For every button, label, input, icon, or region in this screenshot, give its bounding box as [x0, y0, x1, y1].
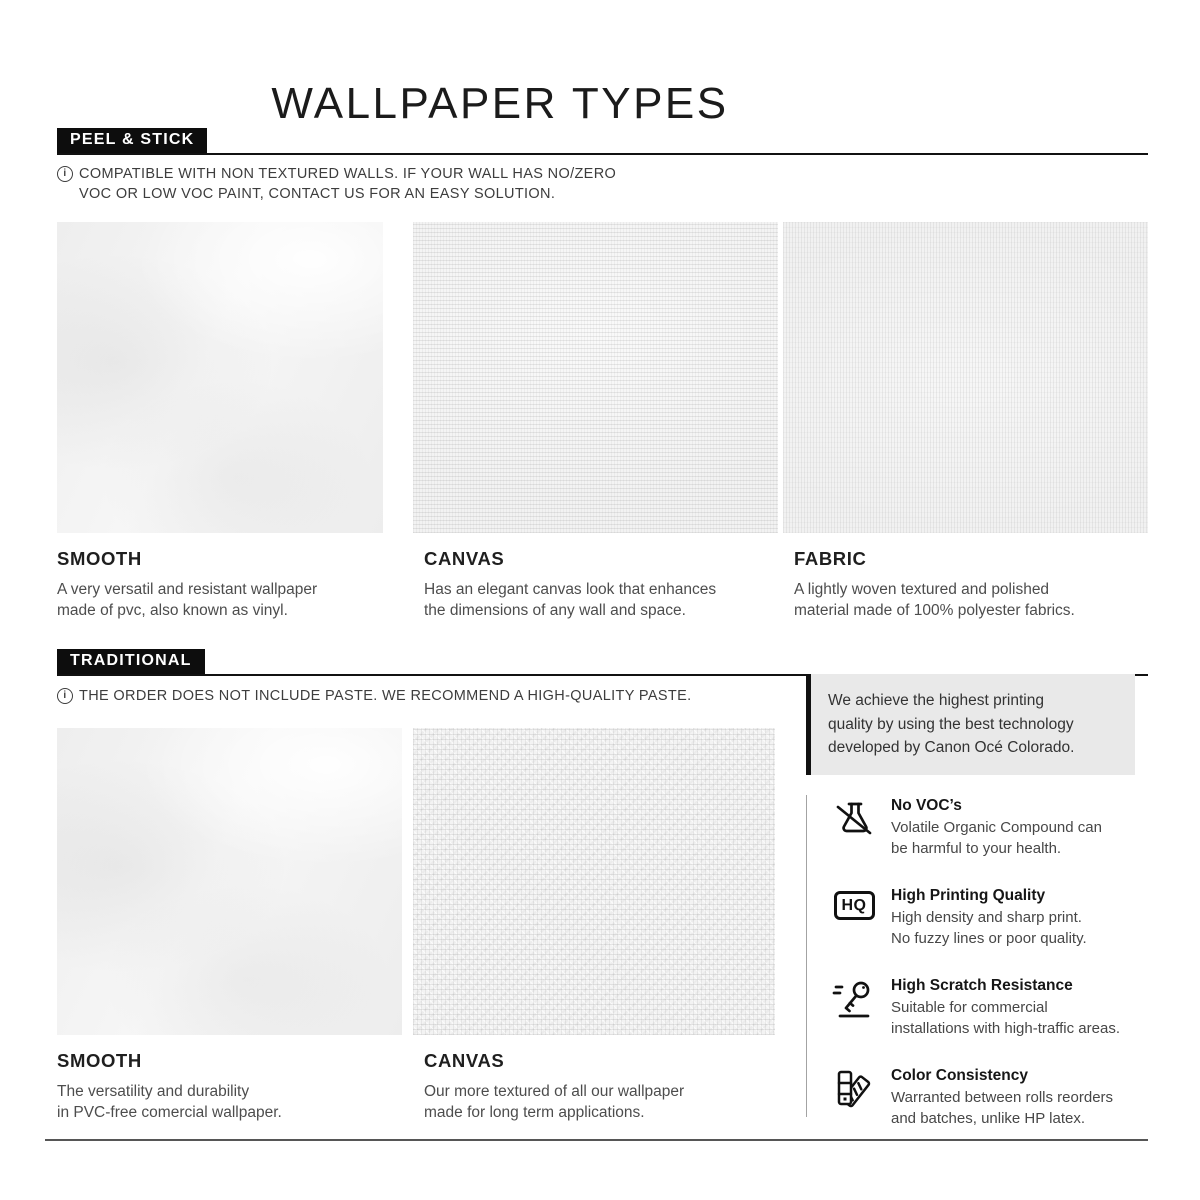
smooth-texture-image [57, 728, 402, 1035]
color-consistency-icon [832, 1067, 876, 1111]
feature-description-line: installations with high-traffic areas. [891, 1019, 1120, 1037]
swatch-description-line: Our more textured of all our wallpaper [424, 1083, 685, 1100]
section-header-peel-stick [57, 128, 1148, 155]
note-line: VOC OR LOW VOC PAINT, CONTACT US FOR AN EASY SOLUTION. [79, 185, 556, 202]
feature-title: High Scratch Resistance [891, 977, 1073, 994]
swatch-label: FABRIC [794, 548, 867, 569]
feature-title: High Printing Quality [891, 887, 1046, 904]
hq-icon [832, 887, 876, 931]
feature-high-scratch-resistance [832, 977, 1151, 1039]
swatch-description-line: The versatility and durability [57, 1083, 250, 1100]
note-line: THE ORDER DOES NOT INCLUDE PASTE. WE RECOMMEND A HIGH-QUALITY PASTE. [79, 688, 692, 704]
bottom-divider [45, 1139, 1148, 1141]
feature-high-printing-quality [832, 887, 1151, 949]
swatch-description [413, 579, 778, 621]
quote-line: We achieve the highest printing [828, 692, 1044, 709]
feature-description-line: High density and sharp print. [891, 909, 1082, 926]
feature-description-line: and batches, unlike HP latex. [891, 1109, 1086, 1127]
swatch-label: SMOOTH [57, 548, 142, 569]
swatch-description-line: made for long term applications. [424, 1104, 645, 1121]
swatch-description-line: in PVC-free comercial wallpaper. [57, 1104, 282, 1121]
swatch-description [413, 1081, 775, 1123]
swatch-label: CANVAS [424, 1050, 505, 1071]
swatch-label: CANVAS [424, 548, 505, 569]
swatch-card-canvas-peel [413, 222, 778, 621]
section-tag-traditional: TRADITIONAL [57, 649, 205, 674]
note-traditional [57, 687, 691, 707]
swatch-card-smooth-traditional [57, 728, 402, 1123]
swatch-description-line: Has an elegant canvas look that enhances [424, 581, 717, 598]
feature-description [891, 818, 1102, 859]
section-tag-peel-stick: PEEL & STICK [57, 128, 207, 153]
features-list [806, 795, 1151, 1127]
page-title: WALLPAPER TYPES [271, 79, 729, 129]
canvas-texture-image [413, 728, 775, 1035]
feature-description-line: Volatile Organic Compound can [891, 819, 1102, 836]
swatch-description-line: made of pvc, also known as vinyl. [57, 602, 288, 619]
feature-description [891, 908, 1087, 949]
smooth-texture-image [57, 222, 383, 533]
feature-description [891, 998, 1120, 1039]
info-icon: i [57, 166, 73, 182]
feature-description-line: be harmful to your health. [891, 839, 1062, 857]
feature-description-line: Suitable for commercial [891, 999, 1048, 1016]
swatch-card-smooth-peel [57, 222, 383, 621]
swatch-description [57, 1081, 402, 1123]
swatch-card-fabric-peel [783, 222, 1148, 621]
feature-description-line: Warranted between rolls reorders [891, 1089, 1114, 1106]
feature-description [891, 1088, 1113, 1129]
canvas-texture-image [413, 222, 778, 533]
swatch-description [783, 579, 1148, 621]
section-header-traditional [57, 649, 1148, 676]
feature-description-line: No fuzzy lines or poor quality. [891, 929, 1087, 947]
note-peel-stick [57, 165, 616, 204]
feature-color-consistency [832, 1067, 1151, 1129]
swatch-description-line: A very versatil and resistant wallpaper [57, 581, 318, 598]
quote-line: developed by Canon Océ Colorado. [828, 739, 1075, 756]
swatch-description-line: A lightly woven textured and polished [794, 581, 1050, 598]
quote-line: quality by using the best technology [828, 715, 1074, 733]
swatch-description [57, 579, 383, 621]
feature-no-voc [832, 797, 1151, 859]
feature-title: Color Consistency [891, 1067, 1028, 1084]
swatch-description-line: material made of 100% polyester fabrics. [794, 602, 1075, 619]
hq-icon-label: HQ [834, 891, 875, 920]
fabric-texture-image [783, 222, 1148, 533]
info-icon: i [57, 688, 73, 704]
scratch-resistance-icon [832, 977, 876, 1021]
swatch-description-line: the dimensions of any wall and space. [424, 602, 686, 619]
printing-quality-quote [806, 674, 1135, 775]
swatch-label: SMOOTH [57, 1050, 142, 1071]
feature-title: No VOC’s [891, 797, 962, 814]
note-line: COMPATIBLE WITH NON TEXTURED WALLS. IF YOUR WALL HAS NO/ZERO [79, 166, 617, 182]
no-voc-icon [832, 797, 876, 841]
swatch-card-canvas-traditional [413, 728, 775, 1123]
